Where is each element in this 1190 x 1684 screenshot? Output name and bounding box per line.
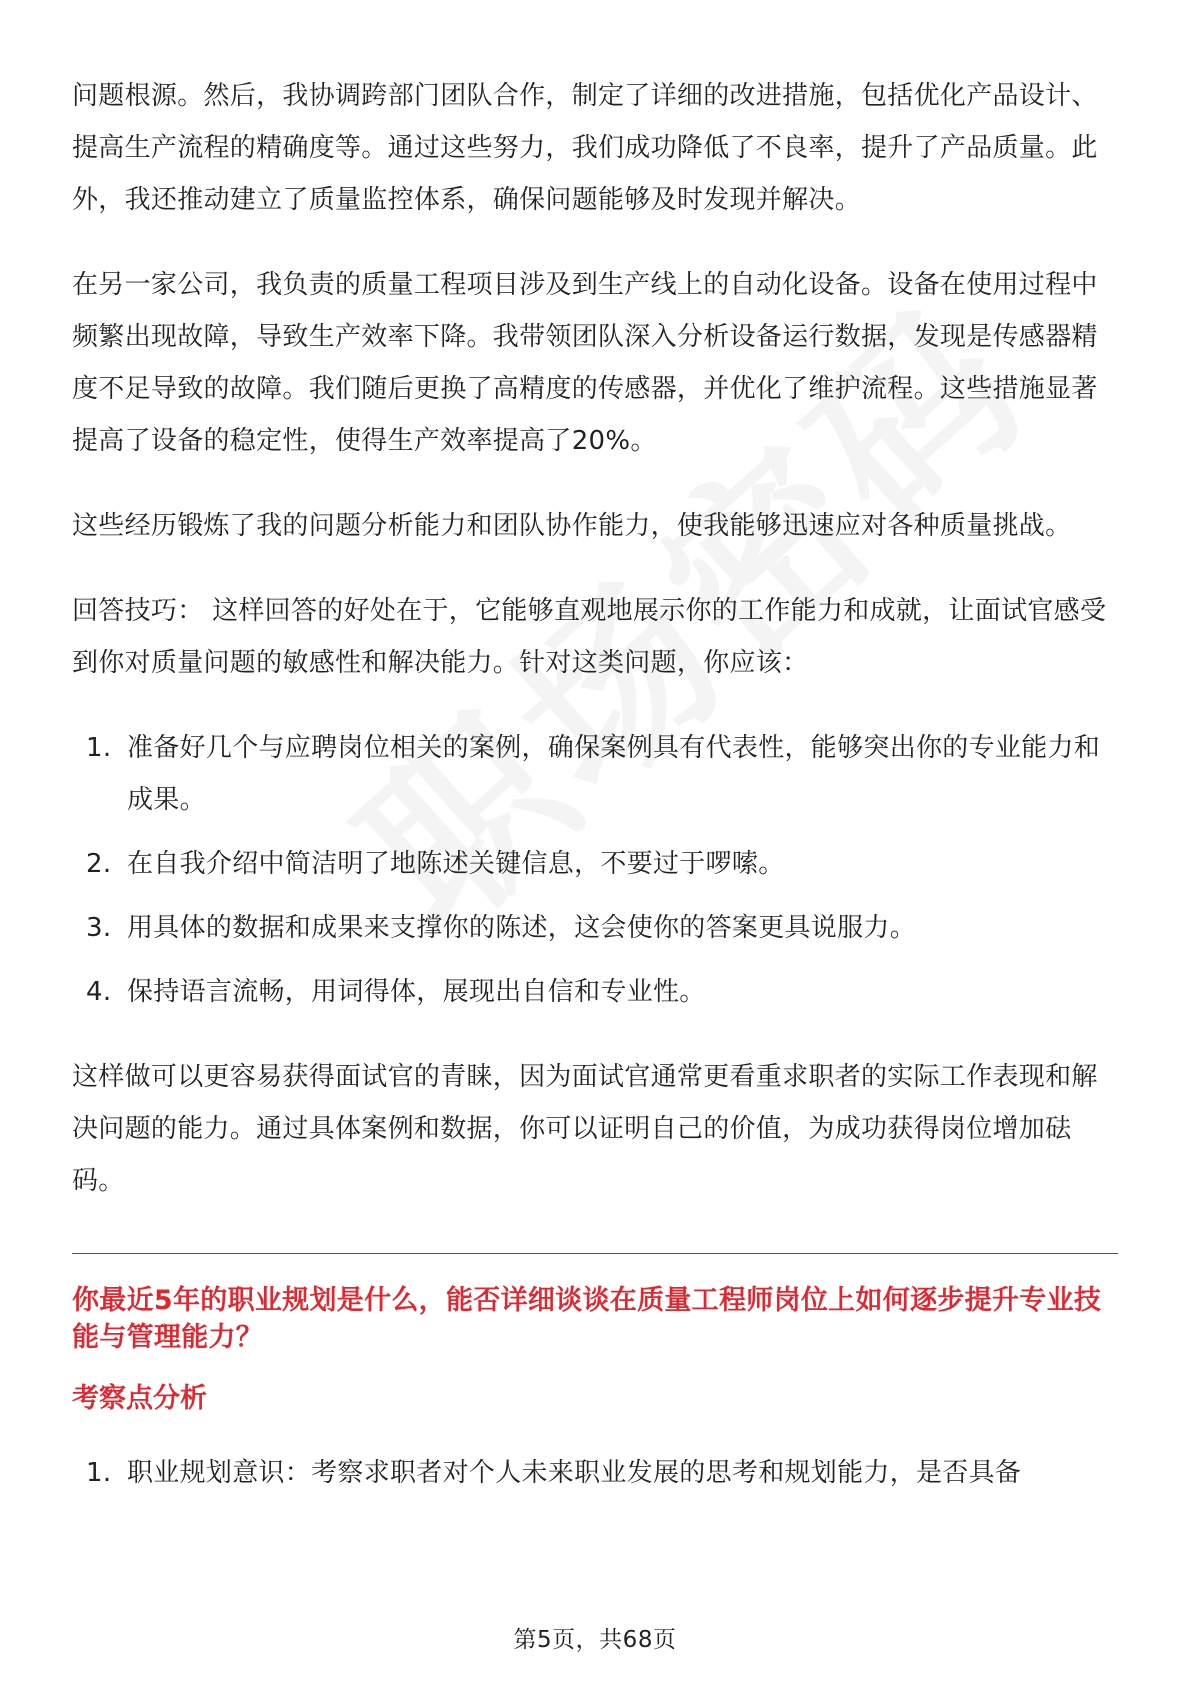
list-item-text: 用具体的数据和成果来支撑你的陈述，这会使你的答案更具说服力。: [127, 913, 917, 943]
page-content: [72, 70, 1118, 1532]
section-divider: [72, 1253, 1118, 1254]
paragraph-experience-summary: 这些经历锻炼了我的问题分析能力和团队协作能力，使我能够迅速应对各种质量挑战。: [72, 511, 1072, 541]
list-item: [72, 838, 1118, 890]
question-heading: 你最近5年的职业规划是什么，能否详细谈谈在质量工程师岗位上如何逐步提升专业技能与管理能力？: [72, 1285, 1102, 1353]
list-item-number: 1.: [86, 733, 112, 763]
list-item-number: 3.: [86, 913, 112, 943]
list-item: [72, 902, 1118, 954]
list-item: [72, 722, 1118, 826]
analysis-list: [72, 1447, 1118, 1499]
page-footer: 第5页，共68页: [513, 1627, 677, 1653]
paragraph-automation-case: 在另一家公司，我负责的质量工程项目涉及到生产线上的自动化设备。设备在使用过程中频繁出现故障，导致生产效率下降。我带领团队深入分析设备运行数据，发现是传感器精度不足导致的故障。我们随后更换了高精度的传感器，并优化了维护流程。这些措施显著提高了设备的稳定性，使得生产效率提高了20%。: [72, 270, 1098, 456]
list-item-number: 2.: [86, 849, 112, 879]
list-item: [72, 966, 1118, 1018]
list-item-text: 准备好几个与应聘岗位相关的案例，确保案例具有代表性，能够突出你的专业能力和成果。: [127, 733, 1101, 815]
paragraph-closing: 这样做可以更容易获得面试官的青睐，因为面试官通常更看重求职者的实际工作表现和解决问题的能力。通过具体案例和数据，你可以证明自己的价值，为成功获得岗位增加砝码。: [72, 1062, 1098, 1196]
list-item-number: 4.: [86, 977, 112, 1007]
list-item-text: 职业规划意识：考察求职者对个人未来职业发展的思考和规划能力，是否具备: [127, 1458, 1022, 1488]
list-item-text: 保持语言流畅，用词得体，展现出自信和专业性。: [127, 977, 706, 1007]
tips-list: [72, 722, 1118, 1018]
list-item: [72, 1447, 1118, 1499]
analysis-heading: 考察点分析: [72, 1383, 207, 1414]
paragraph-root-cause: 问题根源。然后，我协调跨部门团队合作，制定了详细的改进措施，包括优化产品设计、提高生产流程的精确度等。通过这些努力，我们成功降低了不良率，提升了产品质量。此外，我还推动建立了质量监控体系，确保问题能够及时发现并解决。: [72, 81, 1098, 215]
list-item-number: 1.: [86, 1458, 112, 1488]
paragraph-answer-tips: 回答技巧： 这样回答的好处在于，它能够直观地展示你的工作能力和成就，让面试官感受到你对质量问题的敏感性和解决能力。针对这类问题，你应该：: [72, 596, 1107, 678]
list-item-text: 在自我介绍中简洁明了地陈述关键信息，不要过于啰嗦。: [127, 849, 785, 879]
